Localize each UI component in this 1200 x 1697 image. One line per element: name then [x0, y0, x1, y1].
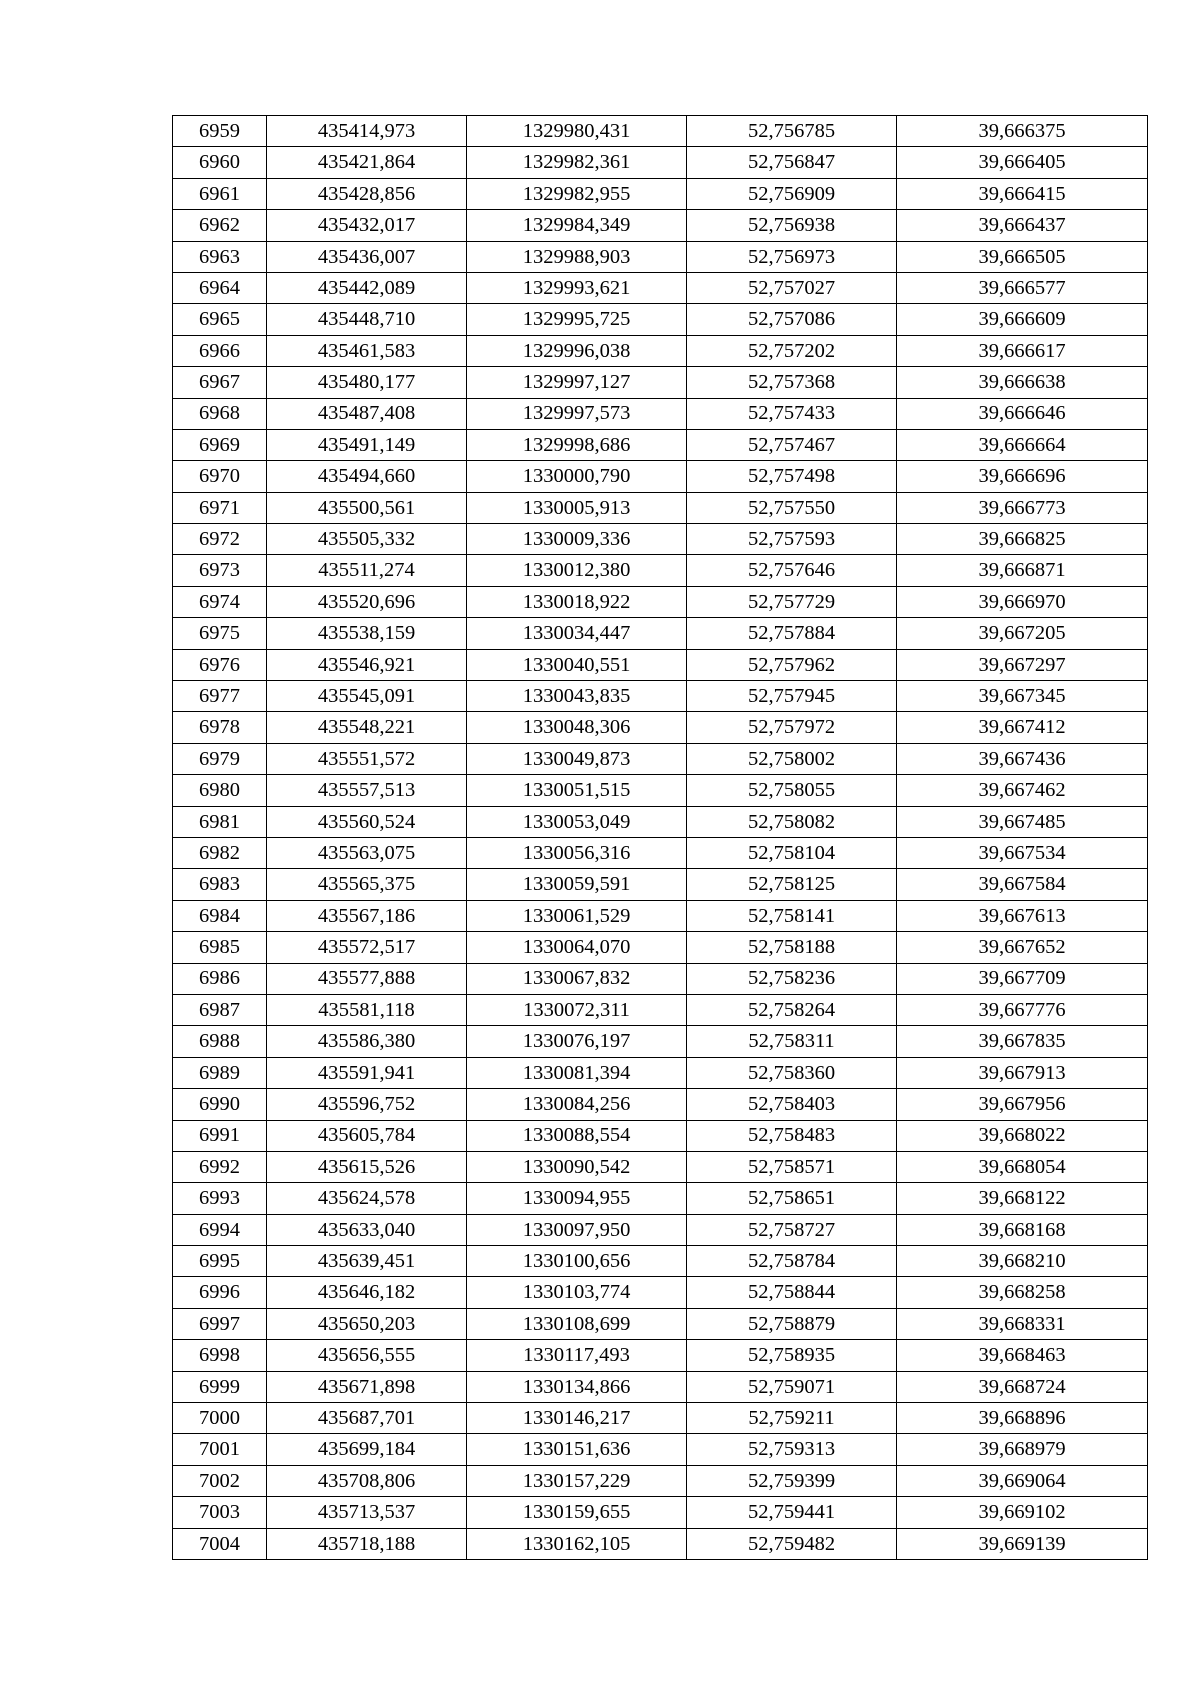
table-row — [173, 1465, 1148, 1496]
longitude-cell: 39,667412 — [897, 712, 1148, 743]
x-coordinate-cell: 435538,159 — [267, 618, 467, 649]
table-row — [173, 994, 1148, 1025]
y-coordinate-cell: 1330018,922 — [467, 586, 687, 617]
point-number-cell: 6999 — [173, 1371, 267, 1402]
x-coordinate-cell: 435699,184 — [267, 1434, 467, 1465]
table-row — [173, 900, 1148, 931]
latitude-cell: 52,758727 — [687, 1214, 897, 1245]
table-row — [173, 649, 1148, 680]
latitude-cell: 52,758403 — [687, 1089, 897, 1120]
latitude-cell: 52,757884 — [687, 618, 897, 649]
longitude-cell: 39,666405 — [897, 147, 1148, 178]
latitude-cell: 52,758264 — [687, 994, 897, 1025]
longitude-cell: 39,666577 — [897, 272, 1148, 303]
longitude-cell: 39,667534 — [897, 837, 1148, 868]
x-coordinate-cell: 435708,806 — [267, 1465, 467, 1496]
point-number-cell: 6992 — [173, 1151, 267, 1182]
x-coordinate-cell: 435656,555 — [267, 1340, 467, 1371]
y-coordinate-cell: 1330072,311 — [467, 994, 687, 1025]
latitude-cell: 52,759313 — [687, 1434, 897, 1465]
latitude-cell: 52,758844 — [687, 1277, 897, 1308]
point-number-cell: 6959 — [173, 116, 267, 147]
point-number-cell: 6968 — [173, 398, 267, 429]
longitude-cell: 39,666773 — [897, 492, 1148, 523]
longitude-cell: 39,669064 — [897, 1465, 1148, 1496]
y-coordinate-cell: 1330009,336 — [467, 524, 687, 555]
point-number-cell: 6982 — [173, 837, 267, 868]
y-coordinate-cell: 1330134,866 — [467, 1371, 687, 1402]
point-number-cell: 6974 — [173, 586, 267, 617]
table-row — [173, 461, 1148, 492]
table-row — [173, 147, 1148, 178]
y-coordinate-cell: 1330108,699 — [467, 1308, 687, 1339]
longitude-cell: 39,666617 — [897, 335, 1148, 366]
longitude-cell: 39,667297 — [897, 649, 1148, 680]
longitude-cell: 39,668210 — [897, 1246, 1148, 1277]
latitude-cell: 52,757646 — [687, 555, 897, 586]
x-coordinate-cell: 435448,710 — [267, 304, 467, 335]
x-coordinate-cell: 435586,380 — [267, 1026, 467, 1057]
table-row — [173, 1434, 1148, 1465]
table-row — [173, 1528, 1148, 1559]
point-number-cell: 6964 — [173, 272, 267, 303]
longitude-cell: 39,666696 — [897, 461, 1148, 492]
y-coordinate-cell: 1330067,832 — [467, 963, 687, 994]
longitude-cell: 39,668168 — [897, 1214, 1148, 1245]
latitude-cell: 52,759071 — [687, 1371, 897, 1402]
point-number-cell: 6994 — [173, 1214, 267, 1245]
longitude-cell: 39,666970 — [897, 586, 1148, 617]
longitude-cell: 39,667205 — [897, 618, 1148, 649]
table-row — [173, 272, 1148, 303]
y-coordinate-cell: 1330049,873 — [467, 743, 687, 774]
longitude-cell: 39,666505 — [897, 241, 1148, 272]
latitude-cell: 52,756909 — [687, 178, 897, 209]
latitude-cell: 52,759399 — [687, 1465, 897, 1496]
latitude-cell: 52,758360 — [687, 1057, 897, 1088]
longitude-cell: 39,666437 — [897, 210, 1148, 241]
table-row — [173, 586, 1148, 617]
latitude-cell: 52,757086 — [687, 304, 897, 335]
y-coordinate-cell: 1330094,955 — [467, 1183, 687, 1214]
point-number-cell: 6995 — [173, 1246, 267, 1277]
longitude-cell: 39,666871 — [897, 555, 1148, 586]
latitude-cell: 52,758055 — [687, 775, 897, 806]
y-coordinate-cell: 1329980,431 — [467, 116, 687, 147]
longitude-cell: 39,668979 — [897, 1434, 1148, 1465]
point-number-cell: 7004 — [173, 1528, 267, 1559]
y-coordinate-cell: 1330076,197 — [467, 1026, 687, 1057]
x-coordinate-cell: 435421,864 — [267, 147, 467, 178]
table-row — [173, 618, 1148, 649]
x-coordinate-cell: 435546,921 — [267, 649, 467, 680]
longitude-cell: 39,668896 — [897, 1403, 1148, 1434]
point-number-cell: 6970 — [173, 461, 267, 492]
x-coordinate-cell: 435567,186 — [267, 900, 467, 931]
y-coordinate-cell: 1330061,529 — [467, 900, 687, 931]
y-coordinate-cell: 1330159,655 — [467, 1497, 687, 1528]
y-coordinate-cell: 1330059,591 — [467, 869, 687, 900]
longitude-cell: 39,668122 — [897, 1183, 1148, 1214]
x-coordinate-cell: 435639,451 — [267, 1246, 467, 1277]
point-number-cell: 6960 — [173, 147, 267, 178]
longitude-cell: 39,667584 — [897, 869, 1148, 900]
point-number-cell: 6961 — [173, 178, 267, 209]
table-row — [173, 743, 1148, 774]
x-coordinate-cell: 435560,524 — [267, 806, 467, 837]
y-coordinate-cell: 1329995,725 — [467, 304, 687, 335]
latitude-cell: 52,758651 — [687, 1183, 897, 1214]
table-row — [173, 681, 1148, 712]
point-number-cell: 6975 — [173, 618, 267, 649]
latitude-cell: 52,757593 — [687, 524, 897, 555]
longitude-cell: 39,666638 — [897, 367, 1148, 398]
y-coordinate-cell: 1330162,105 — [467, 1528, 687, 1559]
x-coordinate-cell: 435548,221 — [267, 712, 467, 743]
x-coordinate-cell: 435563,075 — [267, 837, 467, 868]
table-row — [173, 1403, 1148, 1434]
latitude-cell: 52,758188 — [687, 932, 897, 963]
latitude-cell: 52,757962 — [687, 649, 897, 680]
latitude-cell: 52,757550 — [687, 492, 897, 523]
point-number-cell: 7000 — [173, 1403, 267, 1434]
point-number-cell: 6986 — [173, 963, 267, 994]
y-coordinate-cell: 1330081,394 — [467, 1057, 687, 1088]
point-number-cell: 6972 — [173, 524, 267, 555]
point-number-cell: 6990 — [173, 1089, 267, 1120]
latitude-cell: 52,757368 — [687, 367, 897, 398]
point-number-cell: 6985 — [173, 932, 267, 963]
x-coordinate-cell: 435646,182 — [267, 1277, 467, 1308]
table-row — [173, 367, 1148, 398]
table-row — [173, 775, 1148, 806]
table-row — [173, 1120, 1148, 1151]
longitude-cell: 39,666664 — [897, 429, 1148, 460]
latitude-cell: 52,758104 — [687, 837, 897, 868]
point-number-cell: 6998 — [173, 1340, 267, 1371]
point-number-cell: 6966 — [173, 335, 267, 366]
point-number-cell: 6996 — [173, 1277, 267, 1308]
table-row — [173, 210, 1148, 241]
latitude-cell: 52,759482 — [687, 1528, 897, 1559]
longitude-cell: 39,666646 — [897, 398, 1148, 429]
y-coordinate-cell: 1330103,774 — [467, 1277, 687, 1308]
x-coordinate-cell: 435494,660 — [267, 461, 467, 492]
table-row — [173, 806, 1148, 837]
table-row — [173, 932, 1148, 963]
point-number-cell: 6984 — [173, 900, 267, 931]
longitude-cell: 39,669139 — [897, 1528, 1148, 1559]
x-coordinate-cell: 435650,203 — [267, 1308, 467, 1339]
y-coordinate-cell: 1329997,573 — [467, 398, 687, 429]
table-row — [173, 1308, 1148, 1339]
point-number-cell: 6979 — [173, 743, 267, 774]
x-coordinate-cell: 435442,089 — [267, 272, 467, 303]
longitude-cell: 39,666415 — [897, 178, 1148, 209]
latitude-cell: 52,756973 — [687, 241, 897, 272]
latitude-cell: 52,758002 — [687, 743, 897, 774]
x-coordinate-cell: 435414,973 — [267, 116, 467, 147]
latitude-cell: 52,757945 — [687, 681, 897, 712]
point-number-cell: 6988 — [173, 1026, 267, 1057]
table-row — [173, 869, 1148, 900]
table-row — [173, 178, 1148, 209]
latitude-cell: 52,757202 — [687, 335, 897, 366]
y-coordinate-cell: 1330064,070 — [467, 932, 687, 963]
x-coordinate-cell: 435428,856 — [267, 178, 467, 209]
latitude-cell: 52,758784 — [687, 1246, 897, 1277]
point-number-cell: 6993 — [173, 1183, 267, 1214]
table-row — [173, 335, 1148, 366]
point-number-cell: 7002 — [173, 1465, 267, 1496]
latitude-cell: 52,757972 — [687, 712, 897, 743]
x-coordinate-cell: 435713,537 — [267, 1497, 467, 1528]
point-number-cell: 6980 — [173, 775, 267, 806]
table-row — [173, 1214, 1148, 1245]
x-coordinate-cell: 435500,561 — [267, 492, 467, 523]
y-coordinate-cell: 1329993,621 — [467, 272, 687, 303]
table-row — [173, 712, 1148, 743]
point-number-cell: 6969 — [173, 429, 267, 460]
point-number-cell: 6967 — [173, 367, 267, 398]
table-row — [173, 1089, 1148, 1120]
point-number-cell: 6973 — [173, 555, 267, 586]
latitude-cell: 52,757498 — [687, 461, 897, 492]
table-row — [173, 1151, 1148, 1182]
longitude-cell: 39,666825 — [897, 524, 1148, 555]
point-number-cell: 6971 — [173, 492, 267, 523]
x-coordinate-cell: 435572,517 — [267, 932, 467, 963]
y-coordinate-cell: 1329982,361 — [467, 147, 687, 178]
latitude-cell: 52,756847 — [687, 147, 897, 178]
x-coordinate-cell: 435577,888 — [267, 963, 467, 994]
point-number-cell: 6965 — [173, 304, 267, 335]
latitude-cell: 52,757027 — [687, 272, 897, 303]
longitude-cell: 39,667462 — [897, 775, 1148, 806]
y-coordinate-cell: 1330048,306 — [467, 712, 687, 743]
point-number-cell: 6977 — [173, 681, 267, 712]
coordinates-table-body — [173, 116, 1148, 1560]
y-coordinate-cell: 1330000,790 — [467, 461, 687, 492]
x-coordinate-cell: 435687,701 — [267, 1403, 467, 1434]
y-coordinate-cell: 1330100,656 — [467, 1246, 687, 1277]
point-number-cell: 6989 — [173, 1057, 267, 1088]
table-row — [173, 492, 1148, 523]
y-coordinate-cell: 1329998,686 — [467, 429, 687, 460]
x-coordinate-cell: 435718,188 — [267, 1528, 467, 1559]
latitude-cell: 52,759441 — [687, 1497, 897, 1528]
longitude-cell: 39,668724 — [897, 1371, 1148, 1402]
table-row — [173, 398, 1148, 429]
table-row — [173, 1497, 1148, 1528]
longitude-cell: 39,666375 — [897, 116, 1148, 147]
y-coordinate-cell: 1330051,515 — [467, 775, 687, 806]
y-coordinate-cell: 1329982,955 — [467, 178, 687, 209]
x-coordinate-cell: 435491,149 — [267, 429, 467, 460]
table-row — [173, 524, 1148, 555]
x-coordinate-cell: 435565,375 — [267, 869, 467, 900]
point-number-cell: 6997 — [173, 1308, 267, 1339]
y-coordinate-cell: 1330157,229 — [467, 1465, 687, 1496]
x-coordinate-cell: 435615,526 — [267, 1151, 467, 1182]
y-coordinate-cell: 1329988,903 — [467, 241, 687, 272]
x-coordinate-cell: 435581,118 — [267, 994, 467, 1025]
table-row — [173, 1277, 1148, 1308]
longitude-cell: 39,667436 — [897, 743, 1148, 774]
x-coordinate-cell: 435596,752 — [267, 1089, 467, 1120]
table-row — [173, 116, 1148, 147]
latitude-cell: 52,758082 — [687, 806, 897, 837]
y-coordinate-cell: 1330097,950 — [467, 1214, 687, 1245]
y-coordinate-cell: 1330053,049 — [467, 806, 687, 837]
y-coordinate-cell: 1330043,835 — [467, 681, 687, 712]
point-number-cell: 6962 — [173, 210, 267, 241]
x-coordinate-cell: 435624,578 — [267, 1183, 467, 1214]
latitude-cell: 52,758483 — [687, 1120, 897, 1151]
y-coordinate-cell: 1329984,349 — [467, 210, 687, 241]
point-number-cell: 6991 — [173, 1120, 267, 1151]
latitude-cell: 52,758125 — [687, 869, 897, 900]
y-coordinate-cell: 1330090,542 — [467, 1151, 687, 1182]
y-coordinate-cell: 1330056,316 — [467, 837, 687, 868]
point-number-cell: 6981 — [173, 806, 267, 837]
y-coordinate-cell: 1330034,447 — [467, 618, 687, 649]
x-coordinate-cell: 435432,017 — [267, 210, 467, 241]
point-number-cell: 7001 — [173, 1434, 267, 1465]
latitude-cell: 52,759211 — [687, 1403, 897, 1434]
longitude-cell: 39,667776 — [897, 994, 1148, 1025]
y-coordinate-cell: 1330084,256 — [467, 1089, 687, 1120]
latitude-cell: 52,758236 — [687, 963, 897, 994]
longitude-cell: 39,668331 — [897, 1308, 1148, 1339]
x-coordinate-cell: 435557,513 — [267, 775, 467, 806]
longitude-cell: 39,666609 — [897, 304, 1148, 335]
latitude-cell: 52,758935 — [687, 1340, 897, 1371]
longitude-cell: 39,668054 — [897, 1151, 1148, 1182]
table-row — [173, 429, 1148, 460]
longitude-cell: 39,668258 — [897, 1277, 1148, 1308]
coordinates-table — [172, 115, 1148, 1560]
y-coordinate-cell: 1330151,636 — [467, 1434, 687, 1465]
longitude-cell: 39,667956 — [897, 1089, 1148, 1120]
longitude-cell: 39,667835 — [897, 1026, 1148, 1057]
latitude-cell: 52,756938 — [687, 210, 897, 241]
latitude-cell: 52,758311 — [687, 1026, 897, 1057]
latitude-cell: 52,757467 — [687, 429, 897, 460]
y-coordinate-cell: 1330146,217 — [467, 1403, 687, 1434]
x-coordinate-cell: 435545,091 — [267, 681, 467, 712]
point-number-cell: 6978 — [173, 712, 267, 743]
longitude-cell: 39,667709 — [897, 963, 1148, 994]
x-coordinate-cell: 435487,408 — [267, 398, 467, 429]
point-number-cell: 6976 — [173, 649, 267, 680]
latitude-cell: 52,758879 — [687, 1308, 897, 1339]
longitude-cell: 39,668463 — [897, 1340, 1148, 1371]
longitude-cell: 39,667345 — [897, 681, 1148, 712]
y-coordinate-cell: 1330012,380 — [467, 555, 687, 586]
y-coordinate-cell: 1330005,913 — [467, 492, 687, 523]
point-number-cell: 7003 — [173, 1497, 267, 1528]
x-coordinate-cell: 435505,332 — [267, 524, 467, 555]
x-coordinate-cell: 435461,583 — [267, 335, 467, 366]
table-row — [173, 1183, 1148, 1214]
x-coordinate-cell: 435633,040 — [267, 1214, 467, 1245]
latitude-cell: 52,757729 — [687, 586, 897, 617]
longitude-cell: 39,667485 — [897, 806, 1148, 837]
latitude-cell: 52,756785 — [687, 116, 897, 147]
table-row — [173, 1371, 1148, 1402]
table-row — [173, 1246, 1148, 1277]
table-row — [173, 1340, 1148, 1371]
longitude-cell: 39,669102 — [897, 1497, 1148, 1528]
point-number-cell: 6963 — [173, 241, 267, 272]
table-row — [173, 837, 1148, 868]
x-coordinate-cell: 435605,784 — [267, 1120, 467, 1151]
point-number-cell: 6983 — [173, 869, 267, 900]
table-row — [173, 1026, 1148, 1057]
x-coordinate-cell: 435551,572 — [267, 743, 467, 774]
table-row — [173, 304, 1148, 335]
x-coordinate-cell: 435511,274 — [267, 555, 467, 586]
table-row — [173, 555, 1148, 586]
x-coordinate-cell: 435591,941 — [267, 1057, 467, 1088]
y-coordinate-cell: 1329997,127 — [467, 367, 687, 398]
table-row — [173, 241, 1148, 272]
x-coordinate-cell: 435480,177 — [267, 367, 467, 398]
latitude-cell: 52,757433 — [687, 398, 897, 429]
y-coordinate-cell: 1329996,038 — [467, 335, 687, 366]
latitude-cell: 52,758571 — [687, 1151, 897, 1182]
table-row — [173, 1057, 1148, 1088]
y-coordinate-cell: 1330088,554 — [467, 1120, 687, 1151]
y-coordinate-cell: 1330040,551 — [467, 649, 687, 680]
y-coordinate-cell: 1330117,493 — [467, 1340, 687, 1371]
longitude-cell: 39,667913 — [897, 1057, 1148, 1088]
x-coordinate-cell: 435520,696 — [267, 586, 467, 617]
x-coordinate-cell: 435436,007 — [267, 241, 467, 272]
x-coordinate-cell: 435671,898 — [267, 1371, 467, 1402]
longitude-cell: 39,667613 — [897, 900, 1148, 931]
table-row — [173, 963, 1148, 994]
point-number-cell: 6987 — [173, 994, 267, 1025]
latitude-cell: 52,758141 — [687, 900, 897, 931]
longitude-cell: 39,667652 — [897, 932, 1148, 963]
longitude-cell: 39,668022 — [897, 1120, 1148, 1151]
